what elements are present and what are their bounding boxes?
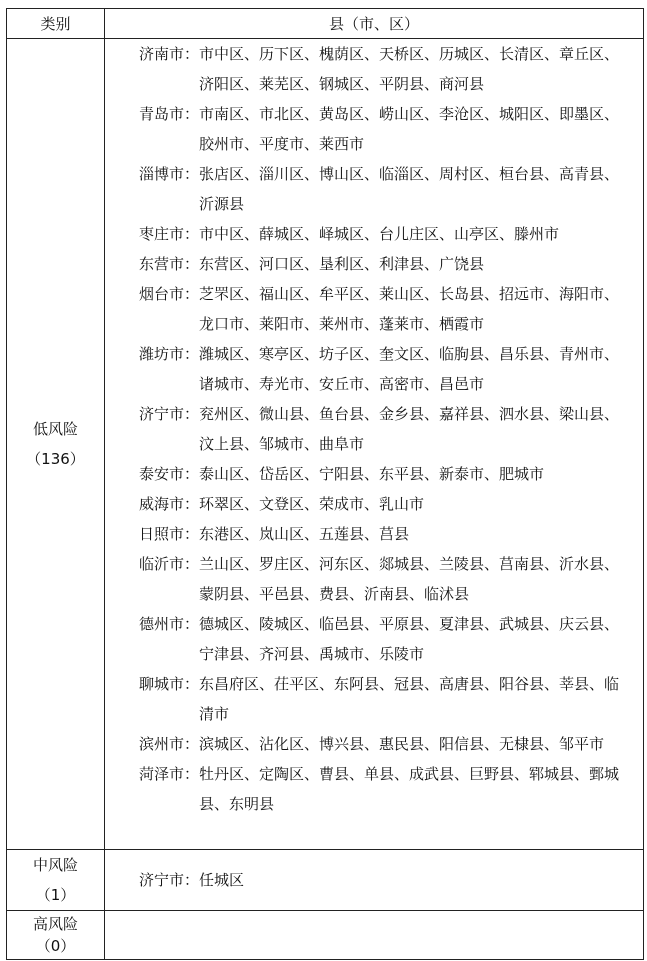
category-cell-medium: [7, 850, 105, 911]
city-entry: [105, 669, 643, 729]
city-name: 枣庄市：: [138, 225, 199, 243]
county-list: 张店区、淄川区、博山区、临淄区、周村区、桓台县、高青县、沂源县: [199, 165, 620, 213]
city-entry: [105, 249, 643, 279]
county-list: 泰山区、岱岳区、宁阳县、东平县、新泰市、肥城市: [199, 465, 545, 483]
city-entry: [105, 159, 643, 219]
county-list: 芝罘区、福山区、牟平区、莱山区、长岛县、招远市、海阳市、龙口市、莱阳市、莱州市、蓬莱市、栖霞市: [199, 285, 620, 333]
city-name: 威海市：: [138, 495, 199, 513]
category-count: （1）: [35, 886, 76, 904]
city-entry: [105, 399, 643, 459]
counties-cell-medium: [105, 850, 644, 911]
county-list: 东港区、岚山区、五莲县、莒县: [199, 525, 410, 543]
city-entry: [105, 549, 643, 609]
city-name: 泰安市：: [138, 465, 199, 483]
table-header-row: [7, 9, 644, 39]
header-counties: 县（市、区）: [105, 9, 644, 39]
city-name: 东营市：: [138, 255, 199, 273]
city-name: 日照市：: [138, 525, 199, 543]
city-entry: [105, 489, 643, 519]
county-list: 任城区: [199, 871, 245, 889]
risk-level-table: [6, 8, 644, 960]
category-label: 中风险: [32, 856, 78, 874]
county-list: 市南区、市北区、黄岛区、崂山区、李沧区、城阳区、即墨区、胶州市、平度市、莱西市: [199, 105, 620, 153]
city-name: 菏泽市：: [138, 765, 199, 783]
county-list: 兖州区、微山县、鱼台县、金乡县、嘉祥县、泗水县、梁山县、汶上县、邹城市、曲阜市: [199, 405, 620, 453]
city-entry: [105, 609, 643, 669]
city-entry: [105, 219, 643, 249]
city-name: 烟台市：: [138, 285, 199, 303]
city-name: 德州市：: [138, 615, 199, 633]
county-list: 德城区、陵城区、临邑县、平原县、夏津县、武城县、庆云县、宁津县、齐河县、禹城市、乐陵市: [199, 615, 620, 663]
city-name: 济宁市：: [138, 871, 199, 889]
county-list: 牡丹区、定陶区、曹县、单县、成武县、巨野县、郓城县、鄄城县、东明县: [199, 765, 620, 813]
county-list: 市中区、薛城区、峄城区、台儿庄区、山亭区、滕州市: [199, 225, 560, 243]
county-list: 环翠区、文登区、荣成市、乳山市: [199, 495, 425, 513]
city-name: 淄博市：: [138, 165, 199, 183]
table-row-medium-risk: [7, 850, 644, 911]
county-list: 市中区、历下区、槐荫区、天桥区、历城区、长清区、章丘区、济阳区、莱芜区、钢城区、平阴县、商河县: [199, 45, 620, 93]
county-list: 东营区、河口区、垦利区、利津县、广饶县: [199, 255, 485, 273]
city-entry: [105, 519, 643, 549]
category-count: （136）: [26, 450, 85, 468]
county-list: 兰山区、罗庄区、河东区、郯城县、兰陵县、莒南县、沂水县、蒙阴县、平邑县、费县、沂南县、临沭县: [199, 555, 620, 603]
city-name: 聊城市：: [138, 675, 199, 693]
city-entry: [105, 759, 643, 819]
city-name: 潍坊市：: [138, 345, 199, 363]
city-entry: [105, 729, 643, 759]
county-list: 滨城区、沾化区、博兴县、惠民县、阳信县、无棣县、邹平市: [199, 735, 605, 753]
city-name: 临沂市：: [138, 555, 199, 573]
city-name: 济宁市：: [138, 405, 199, 423]
category-count: （0）: [35, 937, 76, 955]
city-entry: [105, 279, 643, 339]
counties-cell-low: [105, 39, 644, 850]
category-label: 低风险: [32, 420, 78, 438]
city-name: 济南市：: [138, 45, 199, 63]
city-entry: [105, 99, 643, 159]
category-label: 高风险: [32, 915, 78, 933]
table-row-low-risk: [7, 39, 644, 850]
city-name: 滨州市：: [138, 735, 199, 753]
header-category: 类别: [7, 9, 105, 39]
city-entry: [105, 865, 643, 895]
category-cell-high: [7, 911, 105, 960]
counties-cell-high: [105, 911, 644, 960]
city-name: 青岛市：: [138, 105, 199, 123]
category-cell-low: [7, 39, 105, 850]
city-entry: [105, 339, 643, 399]
table-row-high-risk: [7, 911, 644, 960]
county-list: 潍城区、寒亭区、坊子区、奎文区、临朐县、昌乐县、青州市、诸城市、寿光市、安丘市、高密市、昌邑市: [199, 345, 620, 393]
city-entry: [105, 459, 643, 489]
county-list: 东昌府区、茌平区、东阿县、冠县、高唐县、阳谷县、莘县、临清市: [199, 675, 620, 723]
city-entry: [105, 39, 643, 99]
